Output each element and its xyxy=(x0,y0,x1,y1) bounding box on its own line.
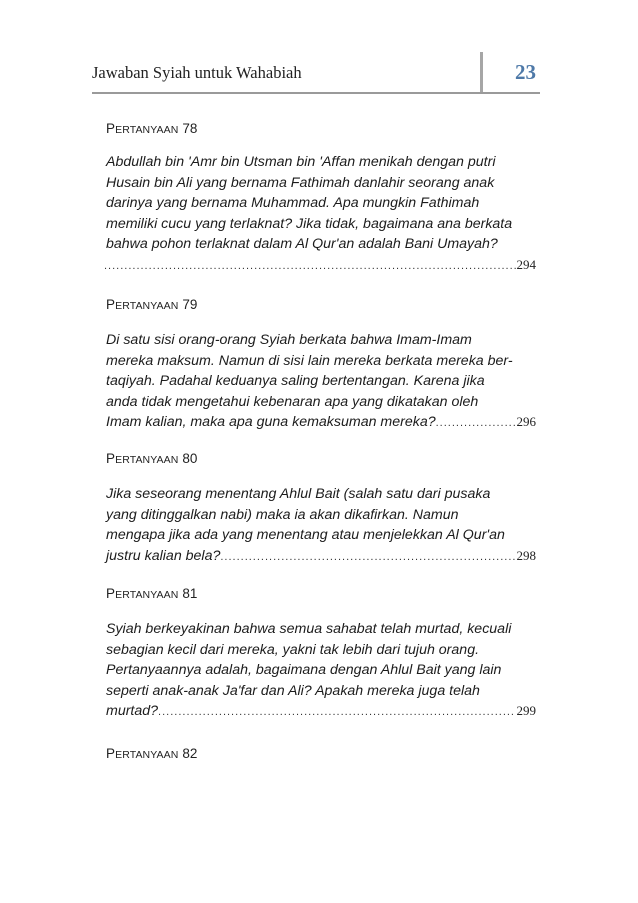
question-text xyxy=(106,152,536,277)
question-heading xyxy=(106,451,536,466)
question-number: 81 xyxy=(182,586,198,601)
dot-leader-line xyxy=(106,546,536,568)
dot-leader xyxy=(158,702,515,723)
page-ref: 299 xyxy=(516,703,536,719)
text-line: yang ditinggalkan nabi) maka ia akan dikafirkan. Namun xyxy=(106,506,459,523)
heading-initial: P xyxy=(106,297,116,312)
question-number: 78 xyxy=(182,121,198,136)
text-line: Jika seseorang menentang Ahlul Bait (salah satu dari pusaka xyxy=(106,486,491,502)
toc-entry-78[interactable] xyxy=(106,121,536,277)
text-line: anda tidak mengetahui kebenaran apa yang dikatakan oleh xyxy=(106,393,479,410)
heading-smallcaps: ERTANYAAN xyxy=(115,589,179,601)
question-heading xyxy=(106,746,536,761)
header-divider xyxy=(480,52,483,92)
dot-leader-line xyxy=(104,255,536,277)
dot-leader-line xyxy=(106,701,536,723)
question-number: 80 xyxy=(182,451,198,466)
header-rule xyxy=(92,92,540,94)
toc-entry-82[interactable] xyxy=(106,746,536,761)
question-heading xyxy=(106,121,536,136)
heading-smallcaps: ERTANYAAN xyxy=(115,124,179,136)
text-line: bahwa pohon terlaknat dalam Al Qur'an adalah Bani Umayah? xyxy=(106,236,498,253)
toc-entry-80[interactable] xyxy=(106,451,536,567)
question-number: 82 xyxy=(182,746,198,761)
text-line: murtad? xyxy=(106,703,159,720)
text-line: sebagian kecil dari mereka, yakni tak lebih dari tujuh orang. xyxy=(106,641,480,658)
text-line: mengapa jika ada yang menentang atau menjelekkan Al Qur'an xyxy=(106,527,505,544)
page-ref: 296 xyxy=(516,414,536,430)
text-line: darinya yang bernama Muhammad. Apa mungkin Fathimah xyxy=(106,195,480,212)
page-ref: 298 xyxy=(516,547,536,563)
question-heading xyxy=(106,586,536,601)
question-text xyxy=(106,330,536,434)
text-line: justru kalian bela? xyxy=(106,547,221,564)
dot-leader xyxy=(104,256,516,277)
heading-initial: P xyxy=(106,451,116,466)
text-line: Husain bin Ali yang bernama Fathimah danlahir seorang anak xyxy=(106,174,495,191)
toc-entry-81[interactable] xyxy=(106,586,536,723)
heading-smallcaps: ERTANYAAN xyxy=(115,454,179,466)
question-text xyxy=(106,619,536,723)
text-line: Imam kalian, maka apa guna kemaksuman mereka? xyxy=(106,414,436,431)
book-title: Jawaban Syiah untuk Wahabiah xyxy=(92,63,302,82)
dot-leader xyxy=(436,413,516,434)
heading-initial: P xyxy=(106,586,116,601)
text-line: Di satu sisi orang-orang Syiah berkata bahwa Imam-Imam xyxy=(106,332,472,348)
heading-initial: P xyxy=(106,121,116,136)
question-heading xyxy=(106,297,536,312)
question-text xyxy=(106,484,536,567)
text-line: Syiah berkeyakinan bahwa semua sahabat telah murtad, kecuali xyxy=(106,621,512,637)
toc-entry-79[interactable] xyxy=(106,297,536,434)
text-line: memiliki cucu yang terlaknat? Jika tidak, bagaimana ana berkata xyxy=(106,215,513,232)
heading-initial: P xyxy=(106,746,116,761)
text-line: Pertanyaannya adalah, bagaimana dengan Ahlul Bait yang lain xyxy=(106,662,502,679)
text-line: Abdullah bin 'Amr bin Utsman bin 'Affan menikah dengan putri xyxy=(106,154,496,170)
dot-leader xyxy=(220,547,515,568)
page-ref: 294 xyxy=(516,256,536,272)
heading-smallcaps: ERTANYAAN xyxy=(115,749,179,761)
dot-leader-line xyxy=(106,412,536,434)
heading-smallcaps: ERTANYAAN xyxy=(115,300,179,312)
text-line: mereka maksum. Namun di sisi lain mereka berkata mereka ber- xyxy=(106,352,513,369)
question-number: 79 xyxy=(182,297,198,312)
text-line: seperti anak-anak Ja'far dan Ali? Apakah mereka juga telah xyxy=(106,682,480,699)
text-line: taqiyah. Padahal keduanya saling bertentangan. Karena jika xyxy=(106,373,485,390)
running-header xyxy=(92,58,540,94)
page-number: 23 xyxy=(515,60,536,84)
